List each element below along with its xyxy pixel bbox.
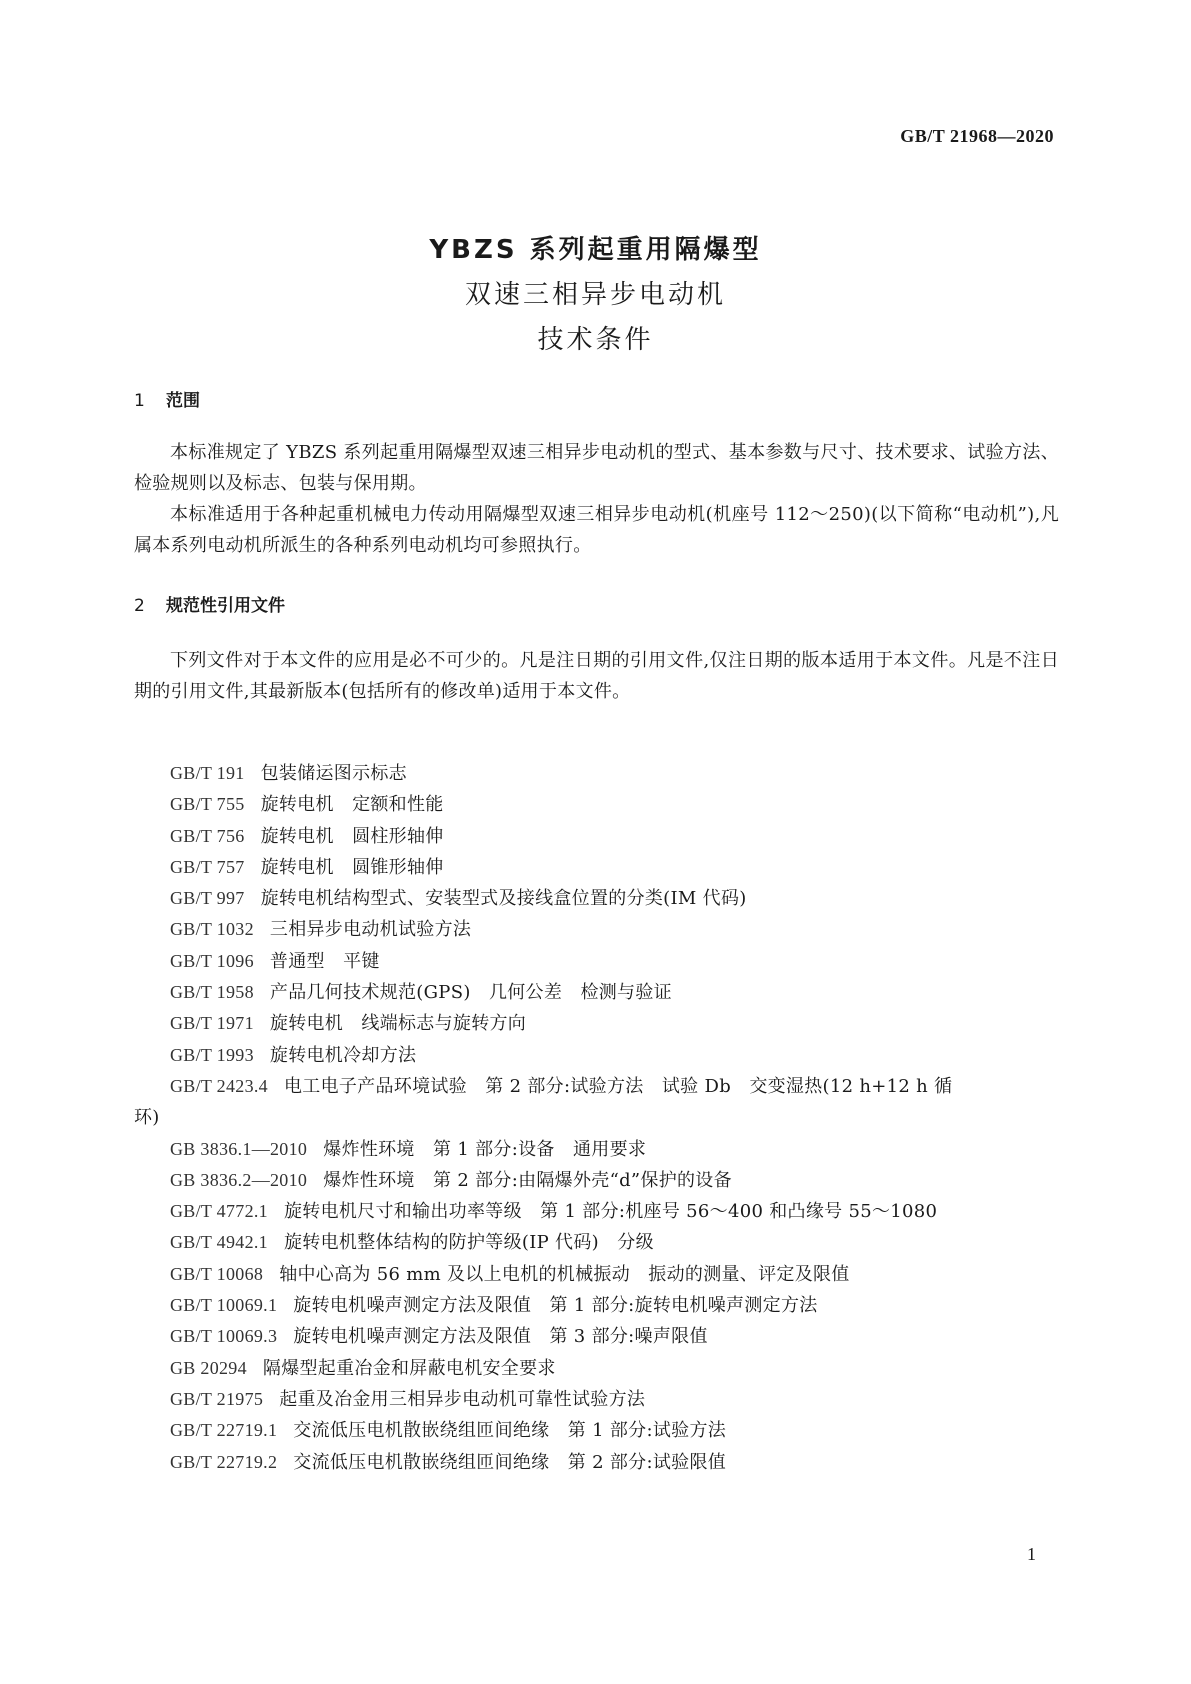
reference-code: GB/T 4772.1 bbox=[170, 1201, 268, 1222]
section-2-number: 2 bbox=[134, 596, 145, 616]
section-1-number: 1 bbox=[134, 391, 145, 411]
reference-title-continuation: 环) bbox=[134, 1107, 160, 1129]
reference-item bbox=[134, 1384, 1059, 1415]
reference-code: GB 20294 bbox=[170, 1357, 247, 1378]
section-2-title: 规范性引用文件 bbox=[166, 596, 285, 616]
reference-code: GB/T 755 bbox=[170, 794, 245, 815]
reference-code: GB/T 1096 bbox=[170, 950, 254, 971]
reference-title: 旋转电机结构型式、安装型式及接线盒位置的分类(IM 代码) bbox=[260, 888, 747, 910]
title-line-3: 技术条件 bbox=[537, 325, 654, 355]
reference-title: 三相异步电动机试验方法 bbox=[269, 919, 472, 941]
reference-code: GB/T 22719.1 bbox=[170, 1420, 278, 1441]
reference-item bbox=[134, 946, 1059, 977]
reference-title: 起重及冶金用三相异步电动机可靠性试验方法 bbox=[279, 1388, 646, 1410]
reference-item bbox=[134, 1447, 1059, 1478]
reference-item bbox=[134, 1259, 1059, 1290]
section-1-paragraph-1: 本标准规定了 YBZS 系列起重用隔爆型双速三相异步电动机的型式、基本参数与尺寸、技术要求、试验方法、检验规则以及标志、包装与保用期。 bbox=[134, 442, 1059, 494]
document-code: GB/T 21968—2020 bbox=[900, 126, 1054, 146]
reference-code: GB/T 4942.1 bbox=[170, 1232, 268, 1253]
reference-item bbox=[134, 1290, 1059, 1321]
title-line-2: 双速三相异步电动机 bbox=[464, 280, 726, 310]
reference-title: 包装储运图示标志 bbox=[260, 763, 407, 784]
reference-item bbox=[134, 977, 1059, 1008]
reference-title: 交流低压电机散嵌绕组匝间绝缘 第 1 部分:试验方法 bbox=[293, 1420, 727, 1442]
page-number: 1 bbox=[1027, 1544, 1036, 1564]
reference-title: 旋转电机 圆柱形轴伸 bbox=[260, 825, 444, 847]
reference-title: 电工电子产品环境试验 第 2 部分:试验方法 试验 Db 交变湿热(12 h+12 h 循 bbox=[283, 1075, 953, 1097]
reference-item bbox=[134, 1165, 1059, 1196]
reference-title: 旋转电机冷却方法 bbox=[269, 1044, 417, 1066]
reference-code: GB/T 1993 bbox=[170, 1044, 254, 1065]
reference-item bbox=[134, 914, 1059, 945]
reference-code: GB/T 1971 bbox=[170, 1013, 254, 1034]
reference-title: 旋转电机 线端标志与旋转方向 bbox=[269, 1013, 527, 1035]
reference-title: 旋转电机 定额和性能 bbox=[260, 794, 444, 816]
reference-item bbox=[134, 883, 1059, 914]
reference-item bbox=[134, 1134, 1059, 1165]
reference-code: GB/T 10068 bbox=[170, 1263, 264, 1284]
reference-title: 轴中心高为 56 mm 及以上电机的机械振动 振动的测量、评定及限值 bbox=[279, 1263, 850, 1285]
reference-title: 旋转电机噪声测定方法及限值 第 3 部分:噪声限值 bbox=[293, 1326, 708, 1348]
reference-title: 产品几何技术规范(GPS) 几何公差 检测与验证 bbox=[269, 982, 672, 1004]
reference-title: 爆炸性环境 第 2 部分:由隔爆外壳“d”保护的设备 bbox=[323, 1169, 732, 1191]
reference-code: GB/T 21975 bbox=[170, 1388, 264, 1409]
reference-code: GB 3836.1—2010 bbox=[170, 1138, 308, 1159]
reference-item bbox=[134, 1227, 1059, 1258]
reference-code: GB/T 1032 bbox=[170, 919, 254, 940]
reference-code: GB/T 10069.1 bbox=[170, 1295, 278, 1316]
reference-item bbox=[134, 758, 1059, 789]
reference-item bbox=[134, 789, 1059, 820]
reference-item bbox=[134, 1321, 1059, 1352]
reference-item bbox=[134, 1008, 1059, 1039]
reference-code: GB/T 756 bbox=[170, 825, 245, 846]
reference-item bbox=[134, 1071, 1059, 1134]
reference-code: GB/T 997 bbox=[170, 888, 245, 909]
reference-title: 交流低压电机散嵌绕组匝间绝缘 第 2 部分:试验限值 bbox=[293, 1451, 727, 1473]
reference-title: 隔爆型起重冶金和屏蔽电机安全要求 bbox=[262, 1357, 556, 1379]
title-line-1: YBZS 系列起重用隔爆型 bbox=[429, 235, 762, 265]
reference-code: GB/T 2423.4 bbox=[170, 1075, 268, 1096]
reference-code: GB/T 1958 bbox=[170, 982, 254, 1003]
reference-item bbox=[134, 852, 1059, 883]
reference-title: 旋转电机整体结构的防护等级(IP 代码) 分级 bbox=[283, 1232, 654, 1254]
reference-title: 旋转电机 圆锥形轴伸 bbox=[260, 856, 444, 878]
section-1-paragraph-2: 本标准适用于各种起重机械电力传动用隔爆型双速三相异步电动机(机座号 112～250)(以下简称“电动机”),凡属本系列电动机所派生的各种系列电动机均可参照执行。 bbox=[134, 504, 1059, 556]
section-1-heading bbox=[134, 386, 200, 411]
reference-code: GB/T 22719.2 bbox=[170, 1451, 278, 1472]
normative-references-list bbox=[134, 758, 1059, 1478]
reference-code: GB/T 191 bbox=[170, 763, 245, 783]
reference-title: 普通型 平键 bbox=[269, 950, 380, 972]
section-2-intro: 下列文件对于本文件的应用是必不可少的。凡是注日期的引用文件,仅注日期的版本适用于本文件。凡是不注日期的引用文件,其最新版本(包括所有的修改单)适用于本文件。 bbox=[134, 650, 1059, 702]
reference-item bbox=[134, 1196, 1059, 1227]
reference-code: GB/T 757 bbox=[170, 856, 245, 877]
reference-code: GB 3836.2—2010 bbox=[170, 1169, 308, 1190]
reference-title: 爆炸性环境 第 1 部分:设备 通用要求 bbox=[323, 1138, 647, 1160]
reference-code: GB/T 10069.3 bbox=[170, 1326, 278, 1347]
section-2-heading bbox=[134, 591, 285, 616]
reference-title: 旋转电机噪声测定方法及限值 第 1 部分:旋转电机噪声测定方法 bbox=[293, 1295, 818, 1317]
reference-item bbox=[134, 821, 1059, 852]
reference-title: 旋转电机尺寸和输出功率等级 第 1 部分:机座号 56～400 和凸缘号 55～1080 bbox=[283, 1201, 938, 1223]
reference-item bbox=[134, 1040, 1059, 1071]
reference-item bbox=[134, 1415, 1059, 1446]
reference-item bbox=[134, 1353, 1059, 1384]
document-title bbox=[0, 228, 1191, 363]
section-1-title: 范围 bbox=[166, 391, 200, 411]
